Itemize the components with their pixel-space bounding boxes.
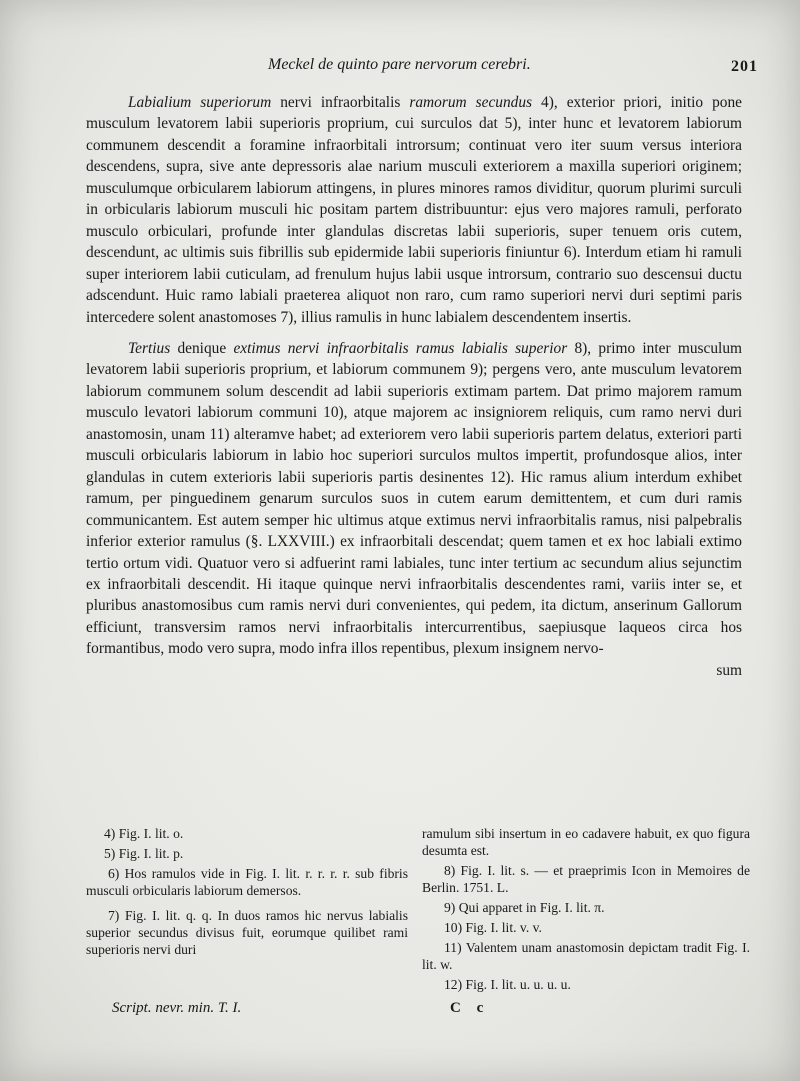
- paragraph-text: 8), primo inter musculum levatorem labii superioris proprium, et labiorum communem 9); pergens vero, ante musculum levatorem labiorum communem solum descendit ad labii superioris extimam partem. Dat primo majorem ramum musculo levatori labiorum communi 10), atque majorem ac insigniorem reliquis, cum ramo nervi duri anastomosin, unam 11) alteramve habet; ad exteriorem vero labii superioris partem delatus, exteriori parti musculi orbicularis labiorum in labio hoc superiori surculos multos impertit, profundosque alios, inter glandulas in cutem exterioris labii superioris partis desinentes 12). Hic ramus alium interdum exhibet ramum, per pinguedinem genarum surculos suos in cutem earum demittentem, et cum duri ramis communicantem. Est autem semper hic ultimus atque extimus nervi infraorbitalis ramus, nisi palpebralis inferior exterior ramulus (§. LXXVIII.) ex infraorbitali descendat; quem tamen et ex hoc labiali extimo tertio ortum vidi. Quatuor vero si adfuerint rami labiales, tunc inter tertium ac secundum alius sejunctim ex infraorbitali descendit. Hi itaque quinque nervi infraorbitalis descendentes rami, variis inter se, et pluribus anastomosibus cum ramis nervi duri convenientes, qui pedem, ita dictum, anserinum Gallorum efficiunt, transversim ramos nervi infraorbitalis intercurrentibus, saepiusque laqueos circa hos formantibus, modo vero supra, modo infra illos repentibus, plexum insignem nervo-: [86, 339, 742, 658]
- footnote: 7) Fig. I. lit. q. q. In duos ramos hic nervus labialis superior secundus divisus fuit, eorumque quilibet rami superioris nervi duri: [86, 908, 408, 957]
- paragraph-tertius: [86, 338, 742, 660]
- footnote: 4) Fig. I. lit. o.: [104, 826, 184, 841]
- paragraph-lead2: extimus nervi infraorbitalis ramus labialis superior: [233, 339, 568, 357]
- footnote: 6) Hos ramulos vide in Fig. I. lit. r. r. r. r. sub fibris musculi orbicularis labiorum demersos.: [86, 866, 408, 898]
- paragraph-mid: nervi infraorbitalis: [271, 94, 410, 111]
- footnotes: [86, 825, 750, 996]
- page-number: 201: [731, 58, 758, 75]
- footnote: 5) Fig. I. lit. p.: [104, 846, 184, 861]
- footnote-continuation: ramulum sibi insertum in eo cadavere habuit, ex quo figura desumta est.: [422, 826, 750, 858]
- footnote: 12) Fig. I. lit. u. u. u. u.: [444, 977, 571, 992]
- paragraph-lead2: ramorum secundus: [409, 94, 533, 111]
- signature-line: Script. nevr. min. T. I.: [112, 1000, 242, 1016]
- footnote: 11) Valentem unam anastomosin depictam tradit Fig. I. lit. w.: [422, 940, 750, 972]
- page-header: [0, 56, 800, 80]
- footnote: 8) Fig. I. lit. s. — et praeprimis Icon in Memoires de Berlin. 1751. L.: [422, 863, 750, 895]
- catchword: sum: [716, 661, 742, 679]
- paragraph-mid: denique: [170, 339, 234, 357]
- footnote: 9) Qui apparet in Fig. I. lit. π.: [444, 900, 605, 915]
- signature-mark: C c: [450, 1000, 490, 1016]
- paragraph-lead: Tertius: [128, 339, 171, 357]
- paragraph-text: 4), exterior priori, initio pone musculum levatorem labii superioris proprium, cui surculos dat 5), inter hunc et levatorem labiorum communem descendit a foramine infraorbitali introrsum; continuat vero iter suum versus interiora descendens, supra, sive ante depressoris alae narium musculi exteriorem a maxilla superiori originem; musculumque orbicularem labiorum attingens, in plures minores ramos dividitur, quorum plurimi surculi in orbicularis labiorum musculi hic positam partem distribuuntur: ejus vero majores ramuli, perforato musculo orbiculari, profunde inter glandulas discretas labii superioris, super tenuem oris cutem, descendunt, ac ultimis suis fibrillis sub epidermide labii superioris finiuntur 6). Interdum etiam hi ramuli super interiorem labii cuticulam, ad frenulum hujus labii usque introrsum, contrario suo descensui ductu adscendunt. Huic ramo labiali praeterea aliquot non raro, cum ramo superiori nervi duri septimi paris intercedere solent anastomoses 7), illius ramulis in hunc labialem descendentem insertis.: [86, 94, 742, 326]
- running-title: Meckel de quinto pare nervorum cerebri.: [268, 56, 531, 73]
- footnotes-right-column: [422, 825, 750, 996]
- paragraph-lead: Labialium superiorum: [128, 94, 272, 111]
- main-text: [86, 92, 742, 681]
- footnote: 10) Fig. I. lit. v. v.: [444, 920, 542, 935]
- paragraph-labialium: [86, 92, 742, 328]
- footnotes-left-column: [86, 825, 408, 996]
